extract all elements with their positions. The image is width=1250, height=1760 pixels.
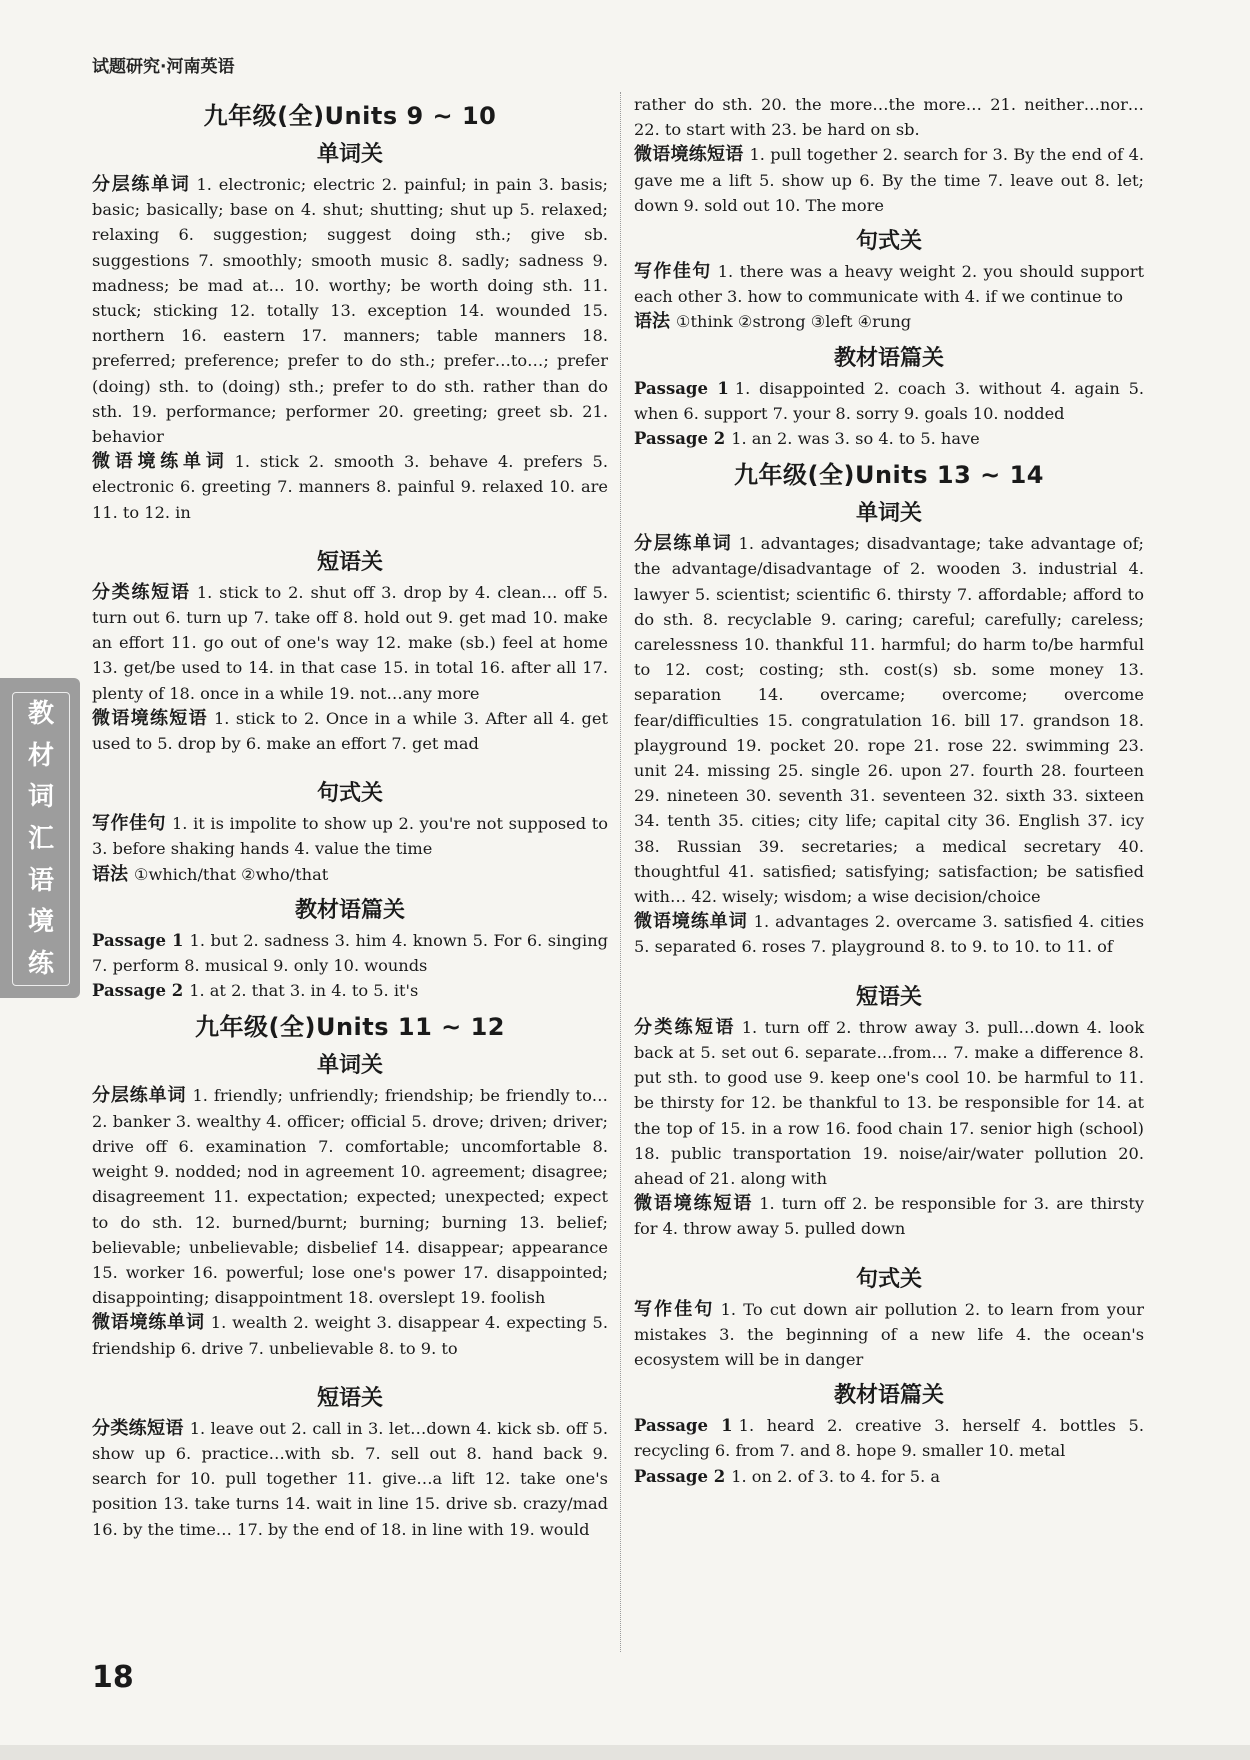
exercise-label: 分层练单词 (92, 1085, 187, 1107)
column-divider (620, 92, 621, 1652)
answer-paragraph (634, 142, 1144, 218)
spacer (92, 756, 608, 770)
section-title: 短语关 (855, 984, 922, 1010)
answer-text: 1. there was a heavy weight 2. you should support each other 3. how to communicate with 4. if we continue to (634, 262, 1144, 307)
answer-text: 1. advantages; disadvantage; take advantage of; the advantage/disadvantage of 2. wooden 3. industrial 4. lawyer 5. scientist; scientific 6. thirsty 7. affordable; afford to do sth. 8. recyclable 9. caring; careful; carefully; careless; carelessness 10. thankful 11. harmful; do harm to/be harmful to 12. cost; costing; sth. cost(s) sb. some money 13. separation 14. overcame; overcome; overcome fear/difficulties 15. congratulation 16. bill 17. grandson 18. playground 19. pocket 20. rope 21. rose 22. swimming 23. unit 24. missing 25. single 26. upon 27. fourth 28. fourteen 29. nineteen 30. seventh 31. seventeen 32. sixth 33. sixteen 34. tenth 35. cities; city life; capital city 36. English 37. icy 38. Russian 39. secretaries; a medical secretary 40. thoughtful 41. satisfied; satisfying; satisfaction; be satisfied with… 42. wisely; wisdom; a wise decision/choice (634, 534, 1144, 907)
answer-paragraph (634, 531, 1144, 909)
answer-paragraph (92, 928, 608, 978)
answer-text: 1. To cut down air pollution 2. to learn from your mistakes 3. the beginning of a new life 4. the ocean's ecosystem will be in danger (634, 1299, 1144, 1369)
answer-paragraph (634, 909, 1144, 959)
section-title: 教材语篇关 (833, 345, 944, 371)
spacer (92, 1361, 608, 1375)
answer-paragraph (92, 706, 608, 756)
section-title: 单词关 (316, 1053, 383, 1079)
answer-paragraph (92, 580, 608, 706)
exercise-label: 分类练短语 (634, 1016, 736, 1038)
answer-paragraph (634, 1191, 1144, 1241)
section-title: 教材语篇关 (294, 897, 405, 923)
answer-paragraph (634, 259, 1144, 309)
sidebar-char: 语 (27, 865, 54, 896)
answer-text: 1. disappointed 2. coach 3. without 4. again 5. when 6. support 7. your 8. sorry 9. goals 10. nodded (634, 378, 1145, 423)
section-title: 教材语篇关 (833, 1383, 944, 1409)
section-title: 短语关 (316, 1385, 383, 1411)
answer-text: 1. stick 2. smooth 3. behave 4. prefers 5. electronic 6. greeting 7. manners 8. painful 9. relaxed 10. are 11. to 12. in (92, 452, 609, 522)
exercise-label: 写作佳句 (92, 813, 166, 835)
sidebar-char: 教 (27, 698, 54, 729)
exercise-label: 微语境练短语 (92, 707, 208, 729)
spacer (634, 960, 1144, 974)
section-title: 单词关 (855, 501, 922, 527)
exercise-label: 微语境练单词 (92, 451, 229, 473)
answer-paragraph (634, 376, 1144, 426)
answer-paragraph (92, 1310, 608, 1360)
answer-text: 1. but 2. sadness 3. him 4. known 5. For 6. singing 7. perform 8. musical 9. only 10. wounds (92, 930, 609, 976)
answer-paragraph (634, 1413, 1144, 1463)
exercise-label: 微语境练短语 (634, 144, 744, 166)
answer-text: 1. advantages 2. overcame 3. satisfied 4. cities 5. separated 6. roses 7. playground 8. to 9. to 10. to 11. of (634, 912, 1145, 957)
answer-text: 1. an 2. was 3. so 4. to 5. have (731, 429, 980, 449)
answer-text: 1. electronic; electric 2. painful; in pain 3. basis; basic; basically; base on 4. shut; shutting; shut up 5. relaxed; relaxing 6. suggestion; suggest doing sth.; give sb. suggestions 7. smoothly; smooth music 8. sadly; sadness 9. madness; be mad at… 10. worthy; be worth doing sth. 11. stuck; sticking 12. totally 13. exception 14. wounded 15. northern 16. eastern 17. manners; table manners 18. preferred; preference; prefer to do sth.; prefer…to…; prefer (doing) sth. to (doing) sth.; prefer to do sth. rather than do sth. 19. performance; performer 20. greeting; greet sb. 21. behavior (92, 175, 609, 447)
answer-text: ①which/that ②who/that (134, 864, 329, 884)
answer-text: 1. at 2. that 3. in 4. to 5. it's (189, 981, 419, 1001)
answer-text: 1. pull together 2. search for 3. By the end of 4. gave me a lift 5. show up 6. By the time 7. leave out 8. let; down 9. sold out 10. The more (634, 145, 1145, 215)
answer-text: 1. leave out 2. call in 3. let…down 4. kick sb. off 5. show up 6. practice…with sb. 7. sell out 8. hand back 9. search for 10. pull together 11. give…a lift 12. take one's position 13. take turns 14. wait in line 15. drive sb. crazy/mad 16. by the time… 17. by the end of 18. in line with 19. would (92, 1418, 608, 1539)
answer-paragraph (634, 1297, 1144, 1373)
section-title: 单词关 (316, 142, 383, 167)
sidebar-char: 词 (27, 782, 54, 813)
passage-label: Passage 1 (92, 930, 184, 950)
passage-label: Passage 2 (92, 981, 184, 1001)
answer-text: 1. stick to 2. Once in a while 3. After all 4. get used to 5. drop by 6. make an effort 7. get mad (92, 708, 609, 754)
answer-text: 1. on 2. of 3. to 4. for 5. a (731, 1466, 941, 1486)
answer-paragraph (92, 1083, 608, 1310)
right-column (634, 92, 1144, 1489)
answer-text: 1. heard 2. creative 3. herself 4. bottles 5. recycling 6. from 7. and 8. hope 9. smaller 10. metal (634, 1416, 1144, 1461)
sidebar-char: 材 (27, 740, 54, 771)
unit-title: 九年级(全)Units 13 ~ 14 (734, 461, 1044, 490)
page-header: 试题研究·河南英语 (92, 57, 235, 77)
exercise-label: 分层练单词 (634, 533, 733, 555)
exercise-label: 微语境练单词 (634, 911, 748, 933)
section-title: 短语关 (316, 549, 383, 575)
answer-paragraph (634, 1015, 1144, 1191)
exercise-label: 分类练短语 (92, 1417, 184, 1439)
exercise-label: 写作佳句 (634, 261, 712, 283)
answer-paragraph (92, 1416, 608, 1542)
section-title: 句式关 (855, 1266, 922, 1292)
answer-text: 1. it is impolite to show up 2. you're not supposed to 3. before shaking hands 4. value the time (92, 814, 608, 859)
spacer (634, 1242, 1144, 1256)
exercise-label: 微语境练短语 (634, 1193, 754, 1215)
unit-title: 九年级(全)Units 11 ~ 12 (195, 1013, 505, 1042)
answer-text: 1. turn off 2. be responsible for 3. are thirsty for 4. throw away 5. pulled down (634, 1194, 1145, 1239)
exercise-label: 微语境练单词 (92, 1312, 205, 1334)
passage-label: Passage 1 (634, 1416, 733, 1436)
answer-paragraph (634, 1464, 1144, 1489)
answer-text: 1. turn off 2. throw away 3. pull…down 4. look back at 5. set out 6. separate…from… 7. make a difference 8. put sth. to good use 9. keep one's cool 10. be harmful to 11. be thirsty for 12. be thankful to 13. be responsible for 14. at the top of 15. in a row 16. food chain 17. senior high (school) 18. public transportation 19. noise/air/water pollution 20. ahead of 21. along with (634, 1017, 1144, 1188)
answer-paragraph (634, 426, 1144, 451)
answer-paragraph (92, 862, 608, 887)
answer-text: 1. friendly; unfriendly; friendship; be friendly to… 2. banker 3. wealthy 4. officer; official 5. drove; driven; driver; drive off 6. examination 7. comfortable; uncomfortable 8. weight 9. nodded; nod in agreement 10. agreement; disagree; disagreement 11. expectation; expected; unexpected; expect to do sth. 12. burned/burnt; burning; burning 13. belief; believable; unbelievable; disbelief 14. disappear; appearance 15. worker 16. powerful; lose one's power 17. disappointed; disappointing; disappointment 18. overslept 19. foolish (92, 1086, 608, 1308)
passage-label: Passage 2 (634, 429, 726, 449)
sidebar-tab (0, 678, 80, 998)
sidebar-char: 练 (27, 949, 54, 980)
answer-paragraph (92, 978, 608, 1003)
spacer (92, 525, 608, 539)
sidebar-char: 汇 (27, 823, 54, 854)
sidebar-label (12, 692, 70, 986)
exercise-label: 语法 (634, 311, 670, 333)
bottom-band (0, 1745, 1250, 1760)
answer-paragraph (92, 811, 608, 861)
exercise-label: 写作佳句 (634, 1298, 715, 1320)
exercise-label: 分层练单词 (92, 174, 191, 195)
answer-text: 1. wealth 2. weight 3. disappear 4. expecting 5. friendship 6. drive 7. unbelievable 8. to 9. to (92, 1313, 609, 1358)
unit-title: 九年级(全)Units 9 ~ 10 (203, 102, 497, 130)
answer-text: rather do sth. 20. the more…the more… 21. neither…nor… 22. to start with 23. be hard on sb. (634, 95, 1144, 140)
exercise-label: 语法 (92, 863, 128, 885)
answer-text: ①think ②strong ③left ④rung (676, 312, 912, 332)
passage-label: Passage 2 (634, 1466, 726, 1486)
section-title: 句式关 (855, 229, 922, 255)
answer-text: 1. stick to 2. shut off 3. drop by 4. clean… off 5. turn out 6. turn up 7. take off 8. hold out 9. get mad 10. make an effort 11. go out of one's way 12. make (sb.) feel at home 13. get/be used to 14. in that case 15. in total 16. after all 17. plenty of 18. once in a while 19. not…any more (92, 582, 608, 703)
answer-paragraph (634, 92, 1144, 142)
sidebar-char: 境 (27, 907, 54, 938)
section-title: 句式关 (316, 781, 383, 807)
left-column (92, 92, 608, 1542)
exercise-label: 分类练短语 (92, 581, 191, 603)
passage-label: Passage 1 (634, 378, 729, 398)
answer-paragraph (634, 309, 1144, 334)
page-number: 18 (92, 1660, 134, 1695)
answer-paragraph (92, 449, 608, 525)
answer-paragraph (92, 172, 608, 449)
